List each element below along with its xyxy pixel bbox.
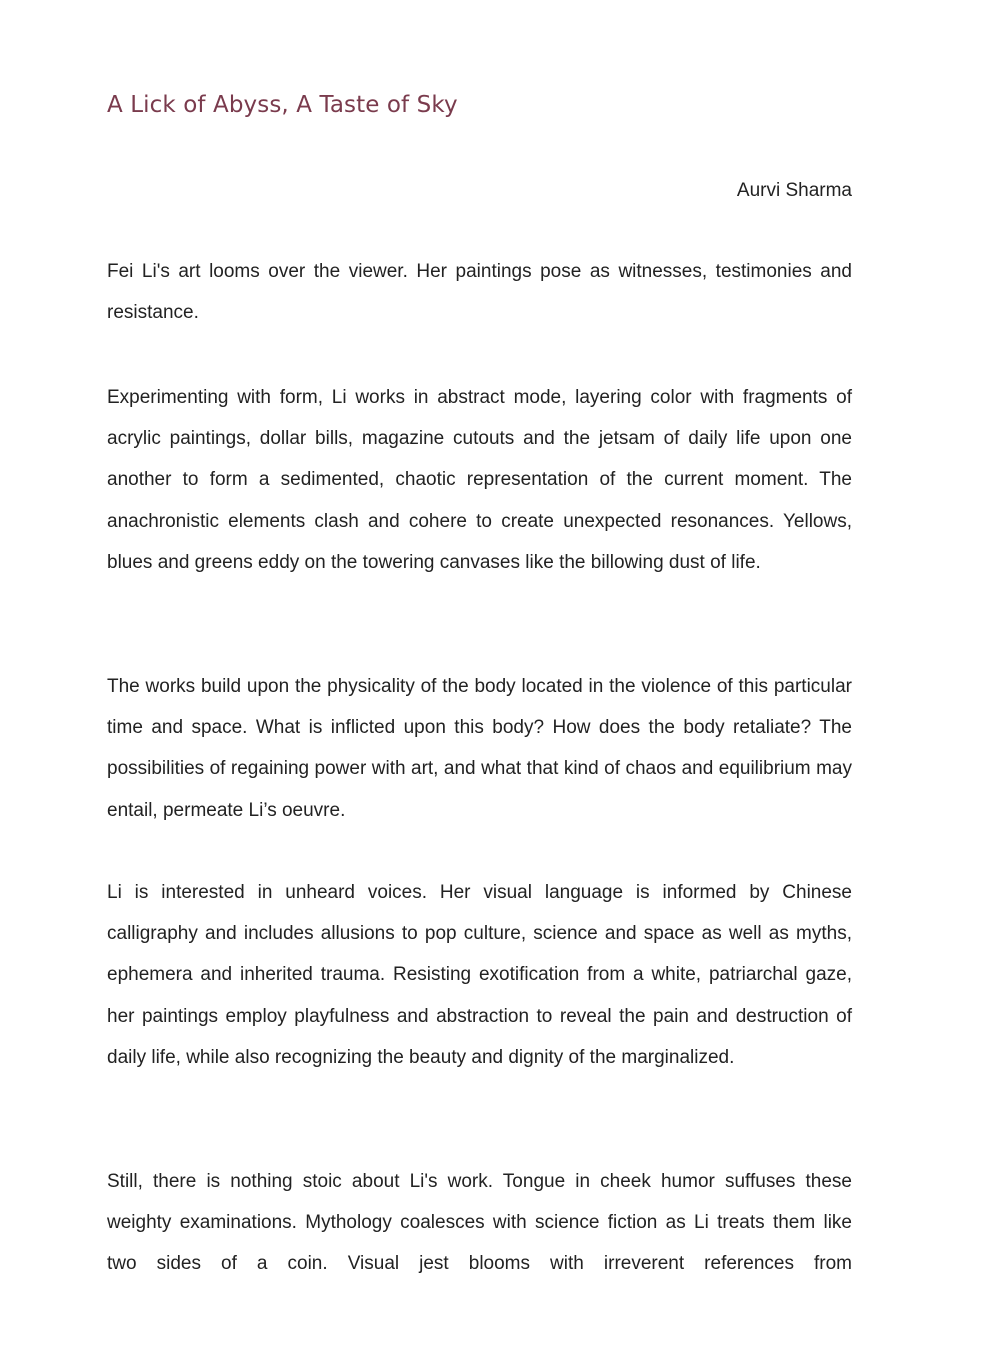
body-paragraph: Li is interested in unheard voices. Her visual language is informed by Chinese calligraphy and includes allusions to pop culture, science and space as well as myths, ephemera and inherited trauma. Resisting exotification from a white, patriarchal gaze, her paintings employ playfulness and abstraction to reveal the pain and destruction of daily life, while also recognizing the beauty and dignity of the marginalized. bbox=[107, 882, 852, 1068]
body-paragraph: Still, there is nothing stoic about Li's work. Tongue in cheek humor suffuses these weighty examinations. Mythology coalesces with science fiction as Li treats them like two sides of a coin. Visual jest blooms with irreverent references from bbox=[107, 1171, 852, 1275]
body-paragraph: Experimenting with form, Li works in abstract mode, layering color with fragments of acrylic paintings, dollar bills, magazine cutouts and the jetsam of daily life upon one another to form a sedimented, chaotic representation of the current moment. The anachronistic elements clash and cohere to create unexpected resonances. Yellows, blues and greens eddy on the towering canvases like the billowing dust of life. bbox=[107, 387, 852, 573]
body-paragraph: Fei Li's art looms over the viewer. Her paintings pose as witnesses, testimonies and resistance. bbox=[107, 261, 852, 324]
document-title: A Lick of Abyss, A Taste of Sky bbox=[107, 92, 458, 118]
author-name: Aurvi Sharma bbox=[736, 180, 852, 201]
body-paragraph: The works build upon the physicality of the body located in the violence of this particular time and space. What is inflicted upon this body? How does the body retaliate? The possibilities of regaining power with art, and what that kind of chaos and equilibrium may entail, permeate Li’s oeuvre. bbox=[107, 676, 852, 821]
